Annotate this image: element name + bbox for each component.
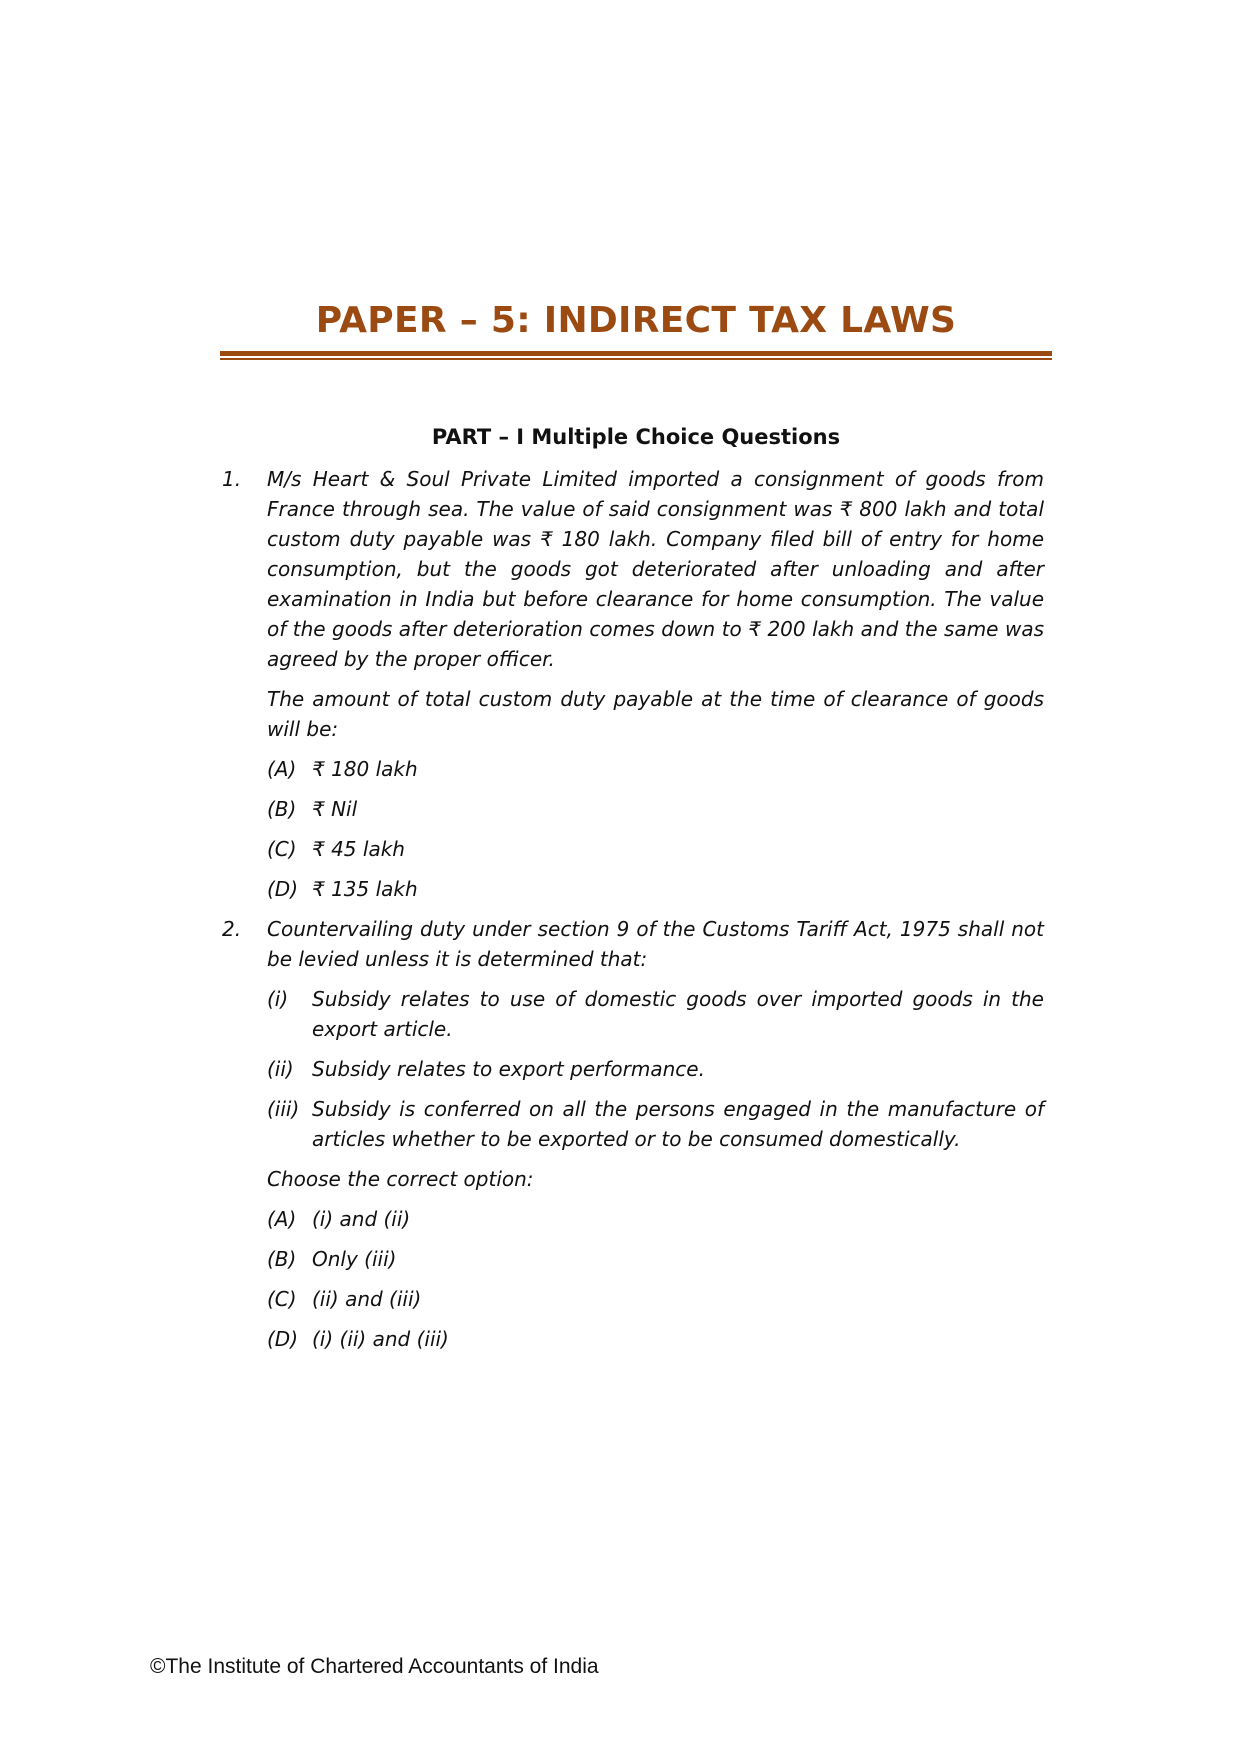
statement-iii [267, 1094, 1044, 1154]
question-prompt: Choose the correct option: [267, 1167, 534, 1191]
statement-numeral: (i) [267, 987, 289, 1011]
option-letter: (D) [267, 877, 299, 901]
option-b [267, 794, 1044, 824]
option-letter: (B) [267, 1247, 297, 1271]
statement-text: Subsidy relates to export performance. [312, 1057, 705, 1081]
option-a [267, 1204, 1044, 1234]
question-body [267, 914, 1044, 1364]
page-title: PAPER – 5: INDIRECT TAX LAWS [315, 300, 957, 341]
question-1 [222, 464, 1044, 914]
question-number: 2. [222, 917, 242, 941]
option-d [267, 1324, 1044, 1354]
option-text: ₹ Nil [312, 797, 358, 821]
option-text: ₹ 135 lakh [312, 877, 418, 901]
option-letter: (B) [267, 797, 297, 821]
footer-copyright: ©The Institute of Chartered Accountants of India [150, 1655, 599, 1678]
title-underline-thin [220, 358, 1052, 360]
question-2 [222, 914, 1044, 1364]
statement-text: Subsidy relates to use of domestic goods over imported goods in the export article. [312, 987, 1044, 1041]
option-text: Only (iii) [312, 1247, 397, 1271]
option-text: ₹ 45 lakh [312, 837, 405, 861]
question-text: Countervailing duty under section 9 of the Customs Tariff Act, 1975 shall not be levied unless it is determined that: [267, 917, 1044, 971]
option-letter: (D) [267, 1327, 299, 1351]
option-letter: (C) [267, 1287, 297, 1311]
questions-section [222, 464, 1044, 1364]
statement-text: Subsidy is conferred on all the persons engaged in the manufacture of articles whether to be exported or to be consumed domestically. [312, 1097, 1044, 1151]
statement-numeral: (iii) [267, 1097, 300, 1121]
option-letter: (A) [267, 1207, 297, 1231]
statement-i [267, 984, 1044, 1044]
option-letter: (A) [267, 757, 297, 781]
statement-ii [267, 1054, 1044, 1084]
option-d [267, 874, 1044, 904]
option-c [267, 834, 1044, 864]
option-text: ₹ 180 lakh [312, 757, 418, 781]
question-text: M/s Heart & Soul Private Limited imported a consignment of goods from France through sea. The value of said consignment was ₹ 800 lakh and total custom duty payable was ₹ 180 lakh. Company filed bill of entry for home consumption, but the goods got deteriorated after unloading and after examination in India but before clearance for home consumption. The value of the goods after deterioration comes down to ₹ 200 lakh and the same was agreed by the proper officer. [267, 467, 1044, 671]
option-a [267, 754, 1044, 784]
part-heading: PART – I Multiple Choice Questions [431, 425, 841, 449]
option-b [267, 1244, 1044, 1274]
question-body [267, 464, 1044, 914]
title-underline-thick [220, 351, 1052, 356]
option-text: (ii) and (iii) [312, 1287, 422, 1311]
option-letter: (C) [267, 837, 297, 861]
question-prompt: The amount of total custom duty payable at the time of clearance of goods will be: [267, 687, 1044, 741]
question-number: 1. [222, 467, 242, 491]
option-text: (i) (ii) and (iii) [312, 1327, 449, 1351]
option-c [267, 1284, 1044, 1314]
statement-numeral: (ii) [267, 1057, 294, 1081]
option-text: (i) and (ii) [312, 1207, 411, 1231]
